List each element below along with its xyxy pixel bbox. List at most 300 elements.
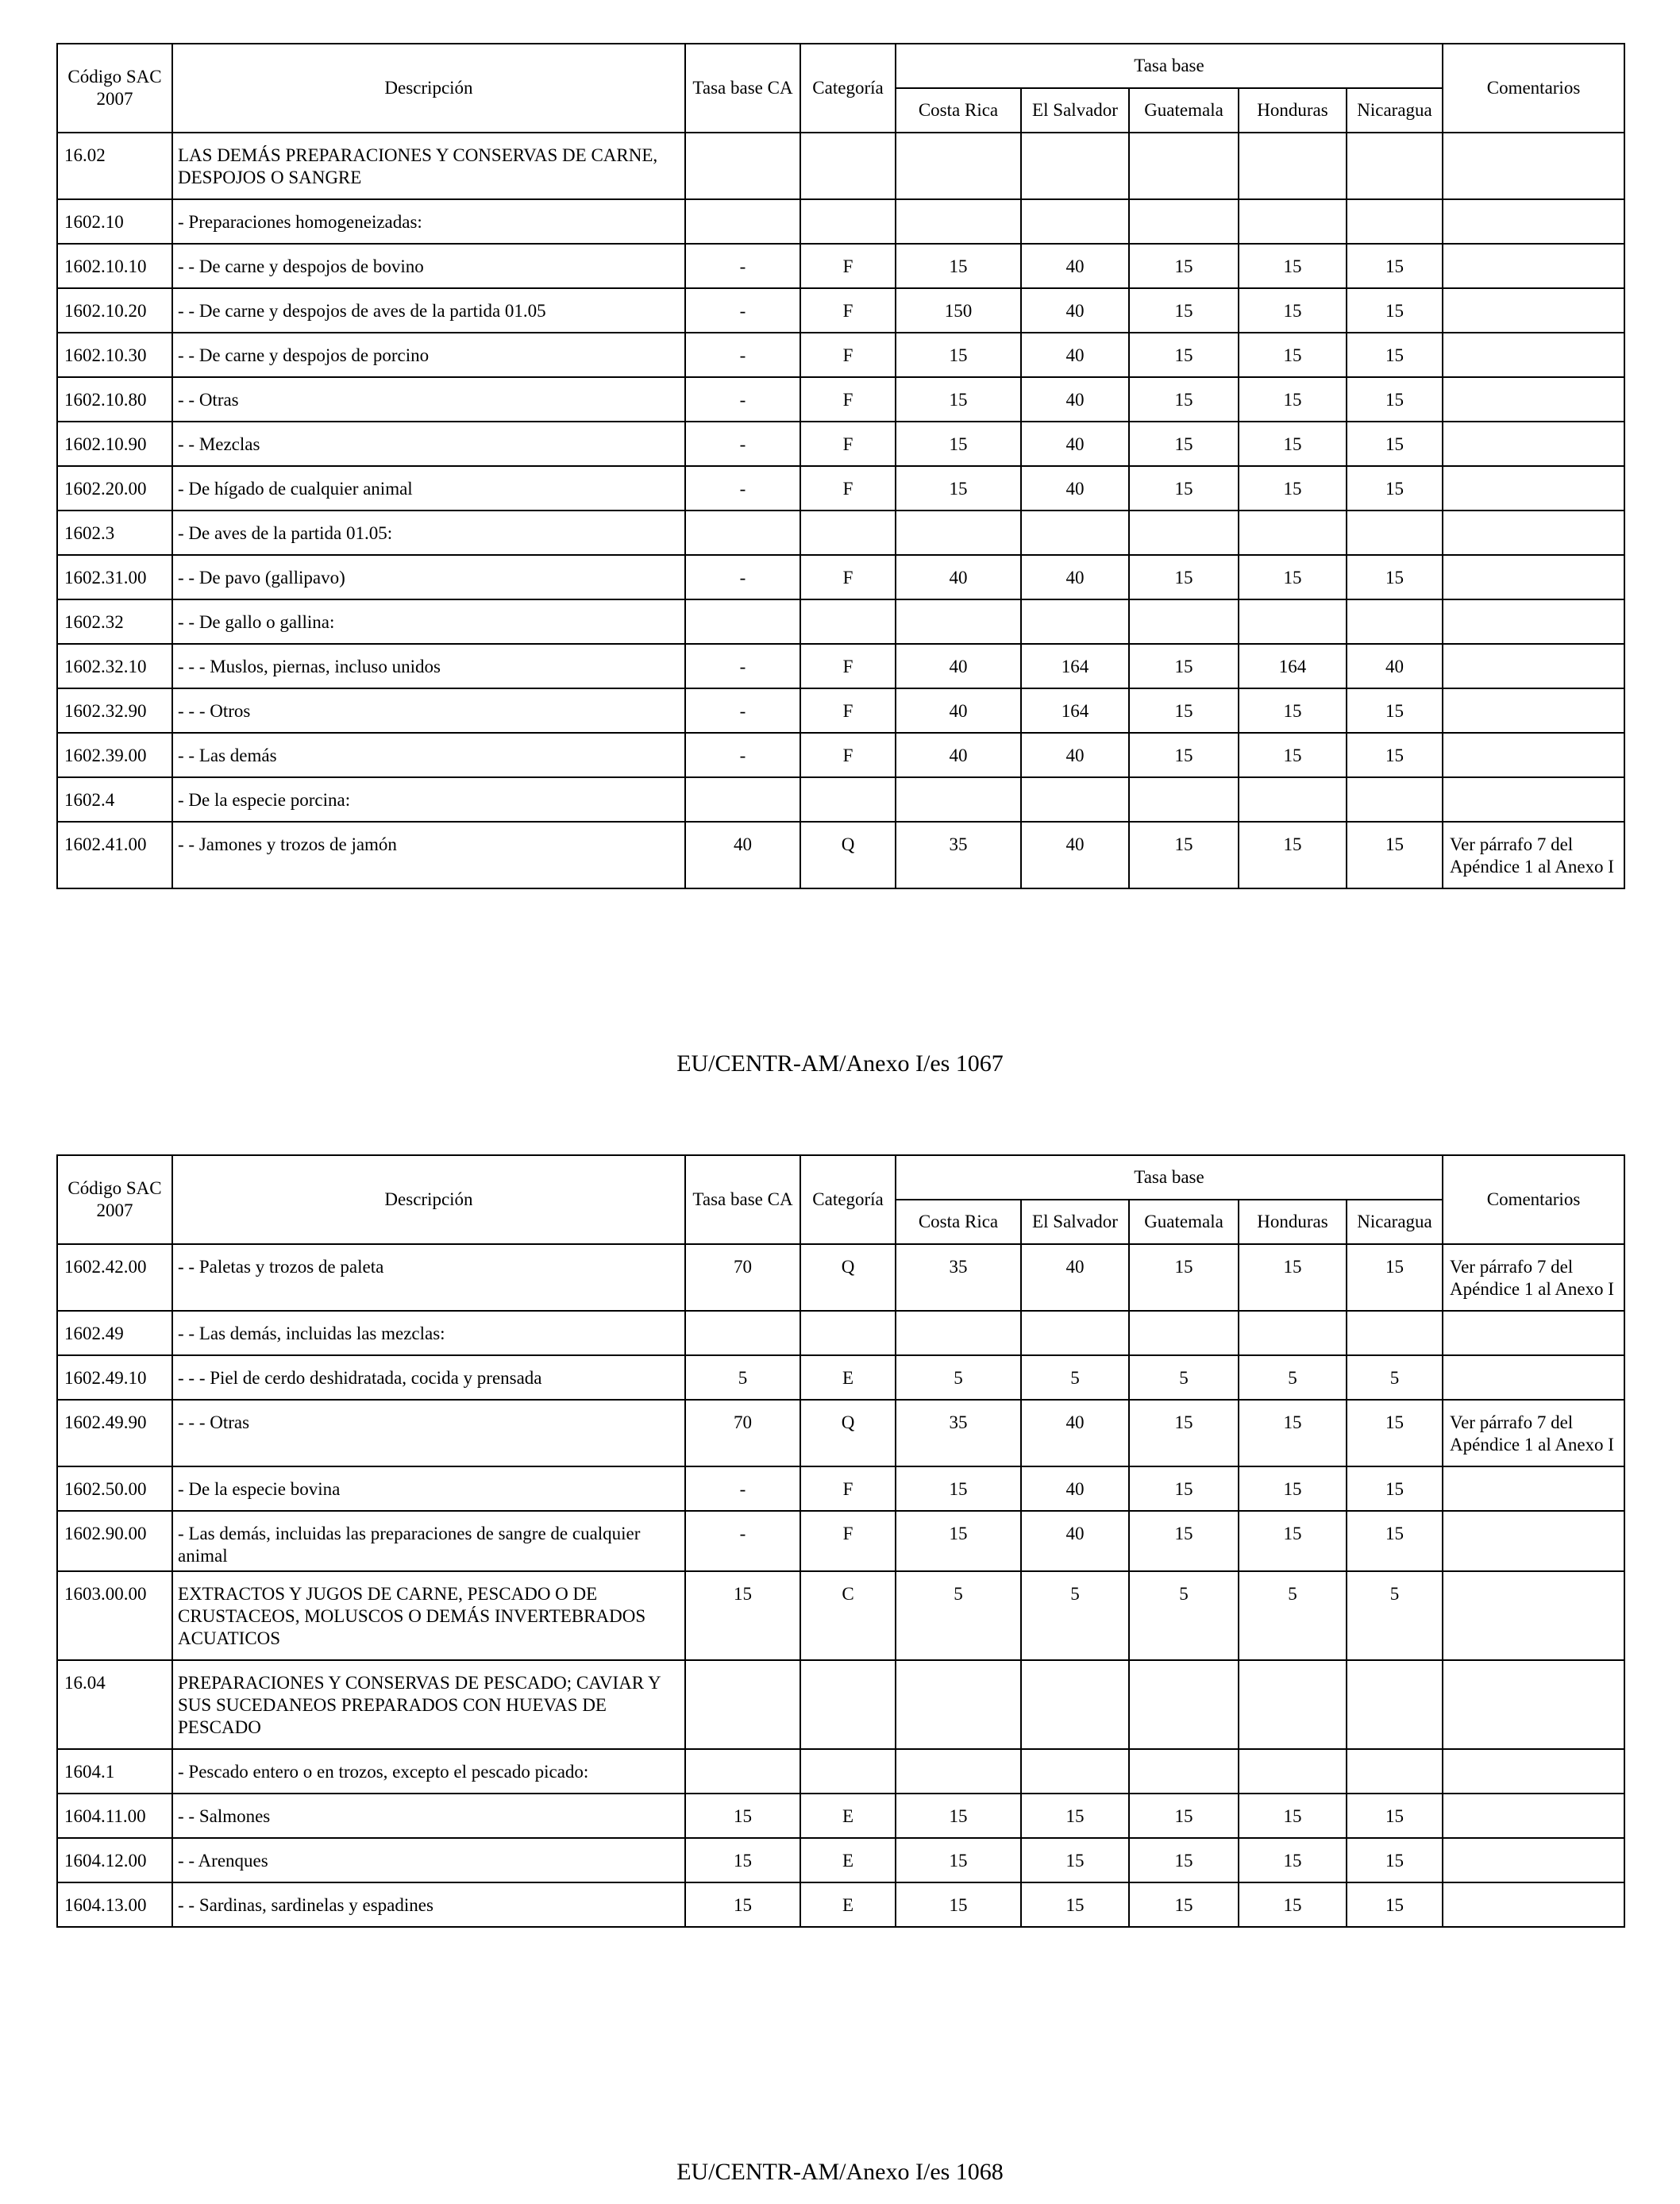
cell-category: F (800, 555, 896, 599)
cell-costa-rica: 5 (896, 1571, 1021, 1660)
cell-base-rate-ca: - (685, 1511, 800, 1571)
cell-el-salvador: 40 (1021, 1466, 1129, 1511)
cell-comments (1443, 422, 1624, 466)
cell-code: 16.04 (57, 1660, 172, 1749)
table-row (57, 733, 1624, 777)
header-country-guatemala: Guatemala (1129, 1200, 1239, 1244)
cell-costa-rica (896, 1660, 1021, 1749)
cell-code: 1604.13.00 (57, 1882, 172, 1927)
cell-honduras: 15 (1239, 466, 1347, 511)
cell-nicaragua: 15 (1347, 733, 1443, 777)
cell-category (800, 133, 896, 199)
cell-honduras: 15 (1239, 1400, 1347, 1466)
cell-code: 1602.32.10 (57, 644, 172, 688)
cell-base-rate-ca: - (685, 244, 800, 288)
cell-honduras: 15 (1239, 333, 1347, 377)
cell-code: 1602.50.00 (57, 1466, 172, 1511)
cell-comments (1443, 644, 1624, 688)
cell-comments (1443, 511, 1624, 555)
cell-el-salvador (1021, 1311, 1129, 1355)
cell-category: E (800, 1838, 896, 1882)
cell-nicaragua (1347, 777, 1443, 822)
table-row (57, 1311, 1624, 1355)
table-row (57, 1400, 1624, 1466)
cell-guatemala: 5 (1129, 1571, 1239, 1660)
cell-category (800, 1749, 896, 1794)
cell-costa-rica: 40 (896, 733, 1021, 777)
cell-category: E (800, 1355, 896, 1400)
cell-base-rate-ca: 15 (685, 1571, 800, 1660)
cell-base-rate-ca: 5 (685, 1355, 800, 1400)
table-row (57, 1838, 1624, 1882)
cell-base-rate-ca (685, 1311, 800, 1355)
cell-code: 1602.41.00 (57, 822, 172, 888)
header-country-guatemala: Guatemala (1129, 88, 1239, 133)
cell-base-rate-ca (685, 199, 800, 244)
cell-code: 1602.90.00 (57, 1511, 172, 1571)
cell-guatemala: 5 (1129, 1355, 1239, 1400)
cell-comments (1443, 466, 1624, 511)
cell-el-salvador (1021, 599, 1129, 644)
table-row (57, 1511, 1624, 1571)
cell-costa-rica (896, 133, 1021, 199)
cell-description: - - Salmones (172, 1794, 685, 1838)
cell-description: - - - Piel de cerdo deshidratada, cocida y prensada (172, 1355, 685, 1400)
header-country-costa-rica: Costa Rica (896, 88, 1021, 133)
header-comments: Comentarios (1443, 1155, 1624, 1244)
cell-nicaragua (1347, 1311, 1443, 1355)
cell-comments (1443, 777, 1624, 822)
cell-category: F (800, 422, 896, 466)
cell-base-rate-ca: - (685, 288, 800, 333)
cell-el-salvador: 40 (1021, 288, 1129, 333)
cell-costa-rica: 15 (896, 1511, 1021, 1571)
cell-base-rate-ca: 70 (685, 1400, 800, 1466)
cell-nicaragua: 15 (1347, 333, 1443, 377)
cell-category: F (800, 1466, 896, 1511)
cell-guatemala: 15 (1129, 822, 1239, 888)
table-body (57, 133, 1624, 888)
cell-guatemala: 15 (1129, 333, 1239, 377)
table-row (57, 333, 1624, 377)
cell-category: C (800, 1571, 896, 1660)
cell-costa-rica: 15 (896, 244, 1021, 288)
cell-base-rate-ca: - (685, 688, 800, 733)
cell-guatemala: 15 (1129, 1882, 1239, 1927)
cell-category: F (800, 733, 896, 777)
cell-comments (1443, 688, 1624, 733)
cell-el-salvador: 40 (1021, 733, 1129, 777)
cell-el-salvador: 40 (1021, 1400, 1129, 1466)
cell-comments (1443, 377, 1624, 422)
cell-description: - Las demás, incluidas las preparaciones de sangre de cualquier animal (172, 1511, 685, 1571)
cell-el-salvador: 164 (1021, 644, 1129, 688)
cell-description: - - De carne y despojos de porcino (172, 333, 685, 377)
cell-nicaragua: 15 (1347, 1400, 1443, 1466)
table-row (57, 466, 1624, 511)
cell-el-salvador: 40 (1021, 822, 1129, 888)
cell-honduras: 5 (1239, 1571, 1347, 1660)
table-row (57, 199, 1624, 244)
cell-comments (1443, 1838, 1624, 1882)
cell-base-rate-ca (685, 1660, 800, 1749)
header-base-rate-group: Tasa base (896, 1155, 1443, 1200)
cell-costa-rica (896, 511, 1021, 555)
cell-guatemala: 15 (1129, 1838, 1239, 1882)
cell-guatemala: 15 (1129, 422, 1239, 466)
cell-code: 1602.32.90 (57, 688, 172, 733)
cell-nicaragua: 15 (1347, 1466, 1443, 1511)
cell-guatemala: 15 (1129, 688, 1239, 733)
cell-el-salvador: 40 (1021, 466, 1129, 511)
cell-nicaragua: 15 (1347, 288, 1443, 333)
cell-category (800, 511, 896, 555)
header-country-nicaragua: Nicaragua (1347, 88, 1443, 133)
cell-guatemala: 15 (1129, 644, 1239, 688)
cell-base-rate-ca: - (685, 555, 800, 599)
tariff-table-1067 (56, 43, 1625, 889)
cell-el-salvador: 40 (1021, 1244, 1129, 1311)
cell-code: 1602.4 (57, 777, 172, 822)
cell-nicaragua: 5 (1347, 1571, 1443, 1660)
cell-guatemala: 15 (1129, 288, 1239, 333)
cell-costa-rica: 15 (896, 1794, 1021, 1838)
cell-el-salvador (1021, 511, 1129, 555)
header-base-rate-ca: Tasa base CA (685, 44, 800, 133)
cell-category: F (800, 688, 896, 733)
header-base-rate-group: Tasa base (896, 44, 1443, 88)
tariff-table-1068 (56, 1154, 1625, 1928)
cell-comments (1443, 333, 1624, 377)
cell-base-rate-ca: 15 (685, 1882, 800, 1927)
cell-code: 1602.42.00 (57, 1244, 172, 1311)
cell-guatemala: 15 (1129, 1400, 1239, 1466)
cell-honduras: 15 (1239, 288, 1347, 333)
cell-guatemala (1129, 777, 1239, 822)
cell-el-salvador: 5 (1021, 1571, 1129, 1660)
cell-costa-rica: 15 (896, 422, 1021, 466)
table-row (57, 1749, 1624, 1794)
cell-honduras: 15 (1239, 1511, 1347, 1571)
cell-nicaragua: 15 (1347, 1244, 1443, 1311)
cell-base-rate-ca (685, 133, 800, 199)
page-footer-1068: EU/CENTR-AM/Anexo I/es 1068 (676, 2159, 1004, 2185)
cell-honduras: 15 (1239, 244, 1347, 288)
cell-code: 1602.10.30 (57, 333, 172, 377)
cell-guatemala: 15 (1129, 244, 1239, 288)
cell-base-rate-ca: - (685, 422, 800, 466)
cell-honduras: 15 (1239, 422, 1347, 466)
cell-category: F (800, 377, 896, 422)
cell-category (800, 599, 896, 644)
cell-base-rate-ca: - (685, 466, 800, 511)
cell-el-salvador: 40 (1021, 377, 1129, 422)
cell-comments (1443, 733, 1624, 777)
cell-el-salvador: 15 (1021, 1882, 1129, 1927)
cell-category: F (800, 288, 896, 333)
header-code: Código SAC 2007 (57, 44, 172, 133)
cell-guatemala: 15 (1129, 466, 1239, 511)
cell-el-salvador: 40 (1021, 244, 1129, 288)
cell-category (800, 777, 896, 822)
cell-description: - De hígado de cualquier animal (172, 466, 685, 511)
cell-category: F (800, 466, 896, 511)
cell-guatemala (1129, 1311, 1239, 1355)
cell-nicaragua: 15 (1347, 822, 1443, 888)
cell-comments (1443, 1571, 1624, 1660)
cell-costa-rica: 15 (896, 1466, 1021, 1511)
cell-category: Q (800, 822, 896, 888)
cell-costa-rica: 5 (896, 1355, 1021, 1400)
table-row (57, 1355, 1624, 1400)
cell-honduras (1239, 1311, 1347, 1355)
cell-honduras: 15 (1239, 822, 1347, 888)
cell-guatemala (1129, 133, 1239, 199)
cell-costa-rica: 35 (896, 1244, 1021, 1311)
cell-guatemala: 15 (1129, 555, 1239, 599)
cell-el-salvador: 40 (1021, 333, 1129, 377)
cell-base-rate-ca: - (685, 644, 800, 688)
cell-costa-rica (896, 777, 1021, 822)
cell-nicaragua: 15 (1347, 1794, 1443, 1838)
header-country-el-salvador: El Salvador (1021, 1200, 1129, 1244)
table-row (57, 288, 1624, 333)
cell-description: - - Paletas y trozos de paleta (172, 1244, 685, 1311)
cell-honduras: 15 (1239, 377, 1347, 422)
table-row (57, 644, 1624, 688)
cell-base-rate-ca (685, 1749, 800, 1794)
cell-honduras: 5 (1239, 1355, 1347, 1400)
cell-code: 1602.31.00 (57, 555, 172, 599)
cell-base-rate-ca (685, 599, 800, 644)
cell-description: - De la especie porcina: (172, 777, 685, 822)
header-base-rate-ca: Tasa base CA (685, 1155, 800, 1244)
cell-base-rate-ca: - (685, 733, 800, 777)
cell-code: 1604.11.00 (57, 1794, 172, 1838)
cell-code: 1602.3 (57, 511, 172, 555)
table-row (57, 599, 1624, 644)
cell-description: - - - Muslos, piernas, incluso unidos (172, 644, 685, 688)
cell-nicaragua (1347, 511, 1443, 555)
cell-description: - - - Otros (172, 688, 685, 733)
cell-honduras (1239, 1749, 1347, 1794)
cell-guatemala: 15 (1129, 1794, 1239, 1838)
cell-honduras: 15 (1239, 688, 1347, 733)
cell-comments: Ver párrafo 7 del Apéndice 1 al Anexo I (1443, 1400, 1624, 1466)
table-row (57, 1660, 1624, 1749)
cell-description: - De aves de la partida 01.05: (172, 511, 685, 555)
cell-comments (1443, 1311, 1624, 1355)
cell-category (800, 199, 896, 244)
cell-base-rate-ca: - (685, 333, 800, 377)
cell-nicaragua (1347, 133, 1443, 199)
cell-category: E (800, 1794, 896, 1838)
cell-costa-rica: 15 (896, 1882, 1021, 1927)
cell-nicaragua (1347, 1749, 1443, 1794)
cell-costa-rica: 40 (896, 644, 1021, 688)
cell-description: - - De pavo (gallipavo) (172, 555, 685, 599)
cell-el-salvador: 15 (1021, 1794, 1129, 1838)
cell-code: 1602.20.00 (57, 466, 172, 511)
cell-description: - De la especie bovina (172, 1466, 685, 1511)
cell-nicaragua: 15 (1347, 377, 1443, 422)
page-footer-1067: EU/CENTR-AM/Anexo I/es 1067 (676, 1050, 1004, 1077)
table-row (57, 1466, 1624, 1511)
cell-description: PREPARACIONES Y CONSERVAS DE PESCADO; CAVIAR Y SUS SUCEDANEOS PREPARADOS CON HUEVAS DE PESCADO (172, 1660, 685, 1749)
cell-costa-rica: 15 (896, 377, 1021, 422)
cell-code: 1602.49.10 (57, 1355, 172, 1400)
cell-guatemala (1129, 199, 1239, 244)
cell-guatemala: 15 (1129, 377, 1239, 422)
cell-el-salvador (1021, 133, 1129, 199)
cell-nicaragua: 15 (1347, 1838, 1443, 1882)
cell-honduras (1239, 511, 1347, 555)
cell-costa-rica: 15 (896, 1838, 1021, 1882)
cell-category: Q (800, 1400, 896, 1466)
cell-comments (1443, 244, 1624, 288)
table-row (57, 1882, 1624, 1927)
table-header (57, 1155, 1624, 1244)
cell-guatemala: 15 (1129, 1244, 1239, 1311)
cell-nicaragua (1347, 199, 1443, 244)
cell-honduras (1239, 199, 1347, 244)
table-row (57, 244, 1624, 288)
header-category: Categoría (800, 44, 896, 133)
cell-el-salvador (1021, 199, 1129, 244)
cell-code: 1602.32 (57, 599, 172, 644)
cell-costa-rica: 40 (896, 555, 1021, 599)
cell-honduras (1239, 1660, 1347, 1749)
header-comments: Comentarios (1443, 44, 1624, 133)
cell-costa-rica: 15 (896, 333, 1021, 377)
cell-el-salvador: 40 (1021, 555, 1129, 599)
cell-nicaragua: 15 (1347, 466, 1443, 511)
cell-costa-rica: 15 (896, 466, 1021, 511)
cell-code: 1602.10.10 (57, 244, 172, 288)
cell-comments (1443, 1511, 1624, 1571)
cell-description: - - - Otras (172, 1400, 685, 1466)
cell-honduras (1239, 777, 1347, 822)
cell-honduras (1239, 133, 1347, 199)
cell-description: - Pescado entero o en trozos, excepto el pescado picado: (172, 1749, 685, 1794)
cell-guatemala (1129, 1749, 1239, 1794)
cell-base-rate-ca (685, 777, 800, 822)
cell-category: Q (800, 1244, 896, 1311)
table-row (57, 777, 1624, 822)
cell-code: 1604.1 (57, 1749, 172, 1794)
cell-code: 1602.49 (57, 1311, 172, 1355)
cell-code: 1602.10 (57, 199, 172, 244)
cell-description: - - Arenques (172, 1838, 685, 1882)
header-country-honduras: Honduras (1239, 1200, 1347, 1244)
cell-honduras (1239, 599, 1347, 644)
cell-code: 1603.00.00 (57, 1571, 172, 1660)
cell-description: - - Las demás, incluidas las mezclas: (172, 1311, 685, 1355)
cell-guatemala: 15 (1129, 1466, 1239, 1511)
cell-description: - - Sardinas, sardinelas y espadines (172, 1882, 685, 1927)
cell-nicaragua (1347, 599, 1443, 644)
cell-base-rate-ca: 15 (685, 1838, 800, 1882)
cell-comments (1443, 1794, 1624, 1838)
header-country-nicaragua: Nicaragua (1347, 1200, 1443, 1244)
cell-comments (1443, 1749, 1624, 1794)
cell-guatemala (1129, 1660, 1239, 1749)
cell-el-salvador: 40 (1021, 422, 1129, 466)
table-row (57, 1571, 1624, 1660)
table-row (57, 555, 1624, 599)
cell-honduras: 15 (1239, 1838, 1347, 1882)
table-row (57, 1244, 1624, 1311)
header-description: Descripción (172, 44, 685, 133)
cell-el-salvador: 40 (1021, 1511, 1129, 1571)
cell-nicaragua: 15 (1347, 422, 1443, 466)
header-country-costa-rica: Costa Rica (896, 1200, 1021, 1244)
cell-comments (1443, 555, 1624, 599)
cell-costa-rica (896, 199, 1021, 244)
cell-el-salvador: 15 (1021, 1838, 1129, 1882)
cell-nicaragua: 15 (1347, 688, 1443, 733)
cell-category (800, 1660, 896, 1749)
cell-costa-rica: 150 (896, 288, 1021, 333)
cell-nicaragua: 15 (1347, 1511, 1443, 1571)
cell-category: F (800, 1511, 896, 1571)
header-country-el-salvador: El Salvador (1021, 88, 1129, 133)
cell-costa-rica: 35 (896, 1400, 1021, 1466)
cell-category: F (800, 244, 896, 288)
cell-code: 1602.10.80 (57, 377, 172, 422)
cell-comments (1443, 133, 1624, 199)
cell-costa-rica (896, 599, 1021, 644)
cell-code: 1602.10.90 (57, 422, 172, 466)
cell-description: - - Jamones y trozos de jamón (172, 822, 685, 888)
cell-base-rate-ca: 15 (685, 1794, 800, 1838)
cell-comments: Ver párrafo 7 del Apéndice 1 al Anexo I (1443, 822, 1624, 888)
header-description: Descripción (172, 1155, 685, 1244)
cell-description: - Preparaciones homogeneizadas: (172, 199, 685, 244)
cell-category: F (800, 644, 896, 688)
cell-base-rate-ca: 70 (685, 1244, 800, 1311)
cell-comments (1443, 1466, 1624, 1511)
cell-comments (1443, 199, 1624, 244)
cell-costa-rica (896, 1311, 1021, 1355)
cell-nicaragua: 15 (1347, 244, 1443, 288)
cell-honduras: 15 (1239, 733, 1347, 777)
header-category: Categoría (800, 1155, 896, 1244)
cell-nicaragua: 40 (1347, 644, 1443, 688)
cell-code: 1602.49.90 (57, 1400, 172, 1466)
cell-nicaragua: 15 (1347, 555, 1443, 599)
cell-description: - - De carne y despojos de bovino (172, 244, 685, 288)
cell-el-salvador (1021, 777, 1129, 822)
cell-comments (1443, 1355, 1624, 1400)
table-row (57, 377, 1624, 422)
cell-category (800, 1311, 896, 1355)
cell-base-rate-ca: - (685, 377, 800, 422)
cell-el-salvador (1021, 1749, 1129, 1794)
cell-honduras: 15 (1239, 1882, 1347, 1927)
cell-honduras: 164 (1239, 644, 1347, 688)
cell-nicaragua (1347, 1660, 1443, 1749)
table-row (57, 133, 1624, 199)
cell-comments (1443, 599, 1624, 644)
cell-code: 1604.12.00 (57, 1838, 172, 1882)
cell-base-rate-ca (685, 511, 800, 555)
header-code: Código SAC 2007 (57, 1155, 172, 1244)
cell-el-salvador (1021, 1660, 1129, 1749)
header-country-honduras: Honduras (1239, 88, 1347, 133)
table-row (57, 1794, 1624, 1838)
cell-description: LAS DEMÁS PREPARACIONES Y CONSERVAS DE CARNE, DESPOJOS O SANGRE (172, 133, 685, 199)
